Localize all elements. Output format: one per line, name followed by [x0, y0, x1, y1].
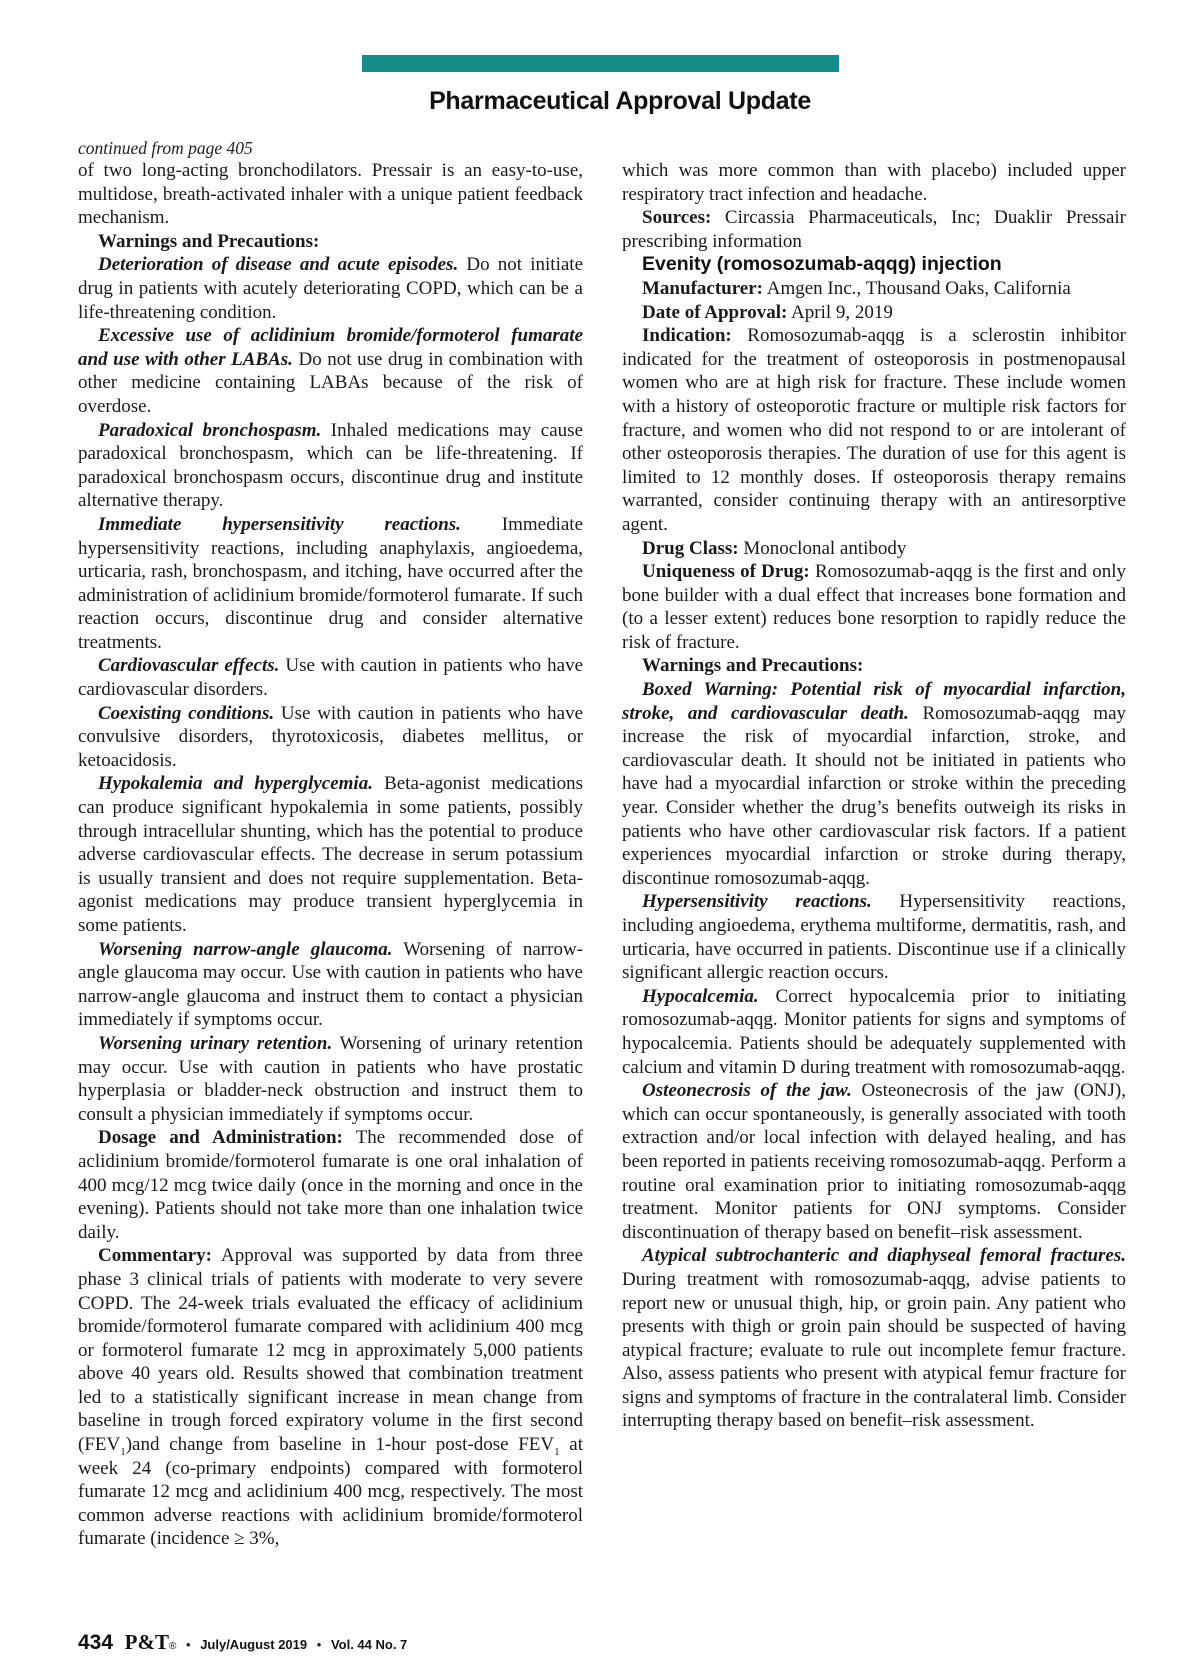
issue-date: July/August 2019 [200, 1637, 308, 1652]
journal-name: P&T [124, 1630, 169, 1654]
approval-date-line: Date of Approval: April 9, 2019 [642, 301, 893, 323]
warnings-heading: Warnings and Precautions: [642, 655, 864, 677]
footer-bullet: • [186, 1637, 191, 1652]
warning-paragraph: Osteonecrosis of the jaw. Osteonecrosis of the jaw (ONJ), which can occur spontaneously, is generally associated with tooth extraction and/or local infection with delayed healing, and has been reported in patients receiving romosozumab-aqqg. Perform a routine oral examination prior to initiating romosozumab-aqqg treatment. Monitor patients for ONJ symptoms. Consider discontinuation of therapy based on benefit–risk assessment. [622, 1080, 1126, 1243]
page-number: 434 [78, 1631, 114, 1654]
continued-note: continued from page 405 [78, 138, 253, 158]
warning-paragraph: Immediate hypersensitivity reactions. Immediate hypersensitivity reactions, including anaphylaxis, angioedema, urticaria, rash, bronchospasm, and itching, have occurred after the administration of aclidinium bromide/formoterol fumarate. If such reaction occurs, discontinue drug and consider alternative treatments. [78, 513, 584, 653]
warning-paragraph: Hypocalcemia. Correct hypocalcemia prior to initiating romosozumab-aqqg. Monitor patients for signs and symptoms of hypocalcemia. Patients should be adequately supplemented with calcium and vitamin D during treatment with romosozumab-aqqg. [622, 985, 1126, 1078]
drug-title: Evenity (romosozumab-aqqg) injection [642, 253, 1002, 276]
warning-paragraph: Coexisting conditions. Use with caution in patients who have convulsive disorders, thyrotoxicosis, diabetes mellitus, or ketoacidosis. [78, 702, 584, 771]
warning-paragraph: Excessive use of aclidinium bromide/formoterol fumarate and use with other LABAs. Do not use drug in combination with other medicine containing LABAs because of the risk of overdose. [78, 325, 584, 417]
left-column [78, 159, 583, 1551]
warning-paragraph: Deterioration of disease and acute episodes. Do not initiate drug in patients with acutely deteriorating COPD, which can be a life-threatening condition. [78, 254, 584, 323]
warning-paragraph: Boxed Warning: Potential risk of myocardial infarction, stroke, and cardiovascular death. Romosozumab-aqqg may increase the risk of myocardial infarction, stroke, and cardiovascular death. It should not be initiated in patients who have had a myocardial infarction or stroke within the preceding year. Consider whether the drug’s benefits outweigh its risks in patients who have other cardiovascular risk factors. If a patient experiences myocardial infarction or stroke during therapy, discontinue romosozumab-aqqg. [622, 679, 1127, 889]
uniqueness-paragraph: Uniqueness of Drug: Romosozumab-aqqg is the first and only bone builder with a dual effect that increases bone formation and (to a lesser extent) reduces bone resorption to rapidly reduce the risk of fracture. [622, 561, 1126, 653]
warning-paragraph: Worsening narrow-angle glaucoma. Worsening of narrow-angle glaucoma may occur. Use with caution in patients who have narrow-angle glaucoma and instruct them to contact a physician immediately if symptoms occur. [78, 938, 583, 1031]
warning-paragraph: Hypokalemia and hyperglycemia. Beta-agonist medications can produce significant hypokalemia in some patients, possibly through intracellular shunting, which has the potential to produce adverse cardiovascular effects. The decrease in serum potassium is usually transient and does not require supplementation. Beta-agonist medications may produce transient hyperglycemia in some patients. [78, 773, 584, 936]
warnings-heading: Warnings and Precautions: [98, 230, 320, 252]
warning-paragraph: Hypersensitivity reactions. Hypersensitivity reactions, including angioedema, erythema multiforme, dermatitis, rash, and urticaria, have occurred in patients. Discontinue use if a clinically significant allergic reaction occurs. [622, 891, 1126, 984]
sources-paragraph: Sources: Circassia Pharmaceuticals, Inc; Duaklir Pressair prescribing information [622, 207, 1126, 252]
commentary-paragraph: Commentary: Approval was supported by data from three phase 3 clinical trials of patients with moderate to very severe COPD. The 24-week trials evaluated the efficacy of aclidinium bromide/formoterol fumarate compared with aclidinium 400 mcg or formoterol fumarate 12 mcg in approximately 5,000 patients above 40 years old. Results showed that combination treatment led to a statistically significant increase in mean change from baseline in trough forced expiratory volume in the first second $(FEV_1)and$ change from baseline in 1-hour post-dose $FEV_1$ at week 24 (co-primary endpoints) compared with formoterol fumarate 12 mcg and aclidinium 400 mcg, respectively. The most common adverse reactions with aclidinium bromide/formoterol fumarate (incidence ≥ 3%, [78, 1245, 584, 1550]
right-column [622, 159, 1126, 1433]
intro-paragraph: of two long-acting bronchodilators. Pressair is an easy-to-use, multidose, breath-activated inhaler with a unique patient feedback mechanism. [78, 160, 583, 229]
warning-paragraph: Atypical subtrochanteric and diaphyseal femoral fractures. During treatment with romosozumab-aqqg, advise patients to report new or unusual thigh, hip, or groin pain. Any patient who presents with thigh or groin pain should be suspected of having atypical fracture; evaluate to rule out incomplete femur fracture. Also, assess patients who present with atypical femur fracture for signs and symptoms of fracture in the contralateral limb. Consider interrupting therapy based on benefit–risk assessment. [622, 1245, 1126, 1432]
volume-info: Vol. 44 No. 7 [330, 1637, 408, 1652]
registered-mark: ® [169, 1641, 177, 1652]
indication-paragraph: Indication: Romosozumab-aqqg is a sclerostin inhibitor indicated for the treatment of osteoporosis in postmenopausal women who are at high risk for fracture. These include women with a history of osteoporotic fracture or multiple risk factors for fracture, and women who did not respond to or are intolerant of other osteoporosis therapies. The duration of use for this agent is limited to 12 monthly doses. If osteoporosis therapy remains warranted, consider continuing therapy with an antiresorptive agent. [622, 325, 1126, 535]
header-accent-bar [362, 55, 839, 72]
section-title: Pharmaceutical Approval Update [429, 87, 811, 115]
page-footer [78, 1630, 407, 1655]
warning-paragraph: Paradoxical bronchospasm. Inhaled medications may cause paradoxical bronchospasm, which can be life-threatening. If paradoxical bronchospasm occurs, discontinue drug and institute alternative therapy. [78, 419, 584, 512]
manufacturer-line: Manufacturer: Amgen Inc., Thousand Oaks, California [642, 277, 1071, 299]
drug-class-line: Drug Class: Monoclonal antibody [642, 537, 907, 559]
warning-paragraph: Cardiovascular effects. Use with caution in patients who have cardiovascular disorders. [78, 655, 584, 701]
footer-bullet: • [316, 1637, 322, 1652]
continuation-paragraph: which was more common than with placebo) included upper respiratory tract infection and headache. [622, 160, 1126, 205]
warning-paragraph: Worsening urinary retention. Worsening of urinary retention may occur. Use with caution in patients who have prostatic hyperplasia or bladder-neck obstruction and instruct them to consult a physician immediately if symptoms occur. [78, 1032, 583, 1125]
dosage-paragraph: Dosage and Administration: The recommended dose of aclidinium bromide/formoterol fumarate is one oral inhalation of 400 mcg/12 mcg twice daily (once in the morning and once in the evening). Patients should not take more than one inhalation twice daily. [78, 1127, 583, 1243]
